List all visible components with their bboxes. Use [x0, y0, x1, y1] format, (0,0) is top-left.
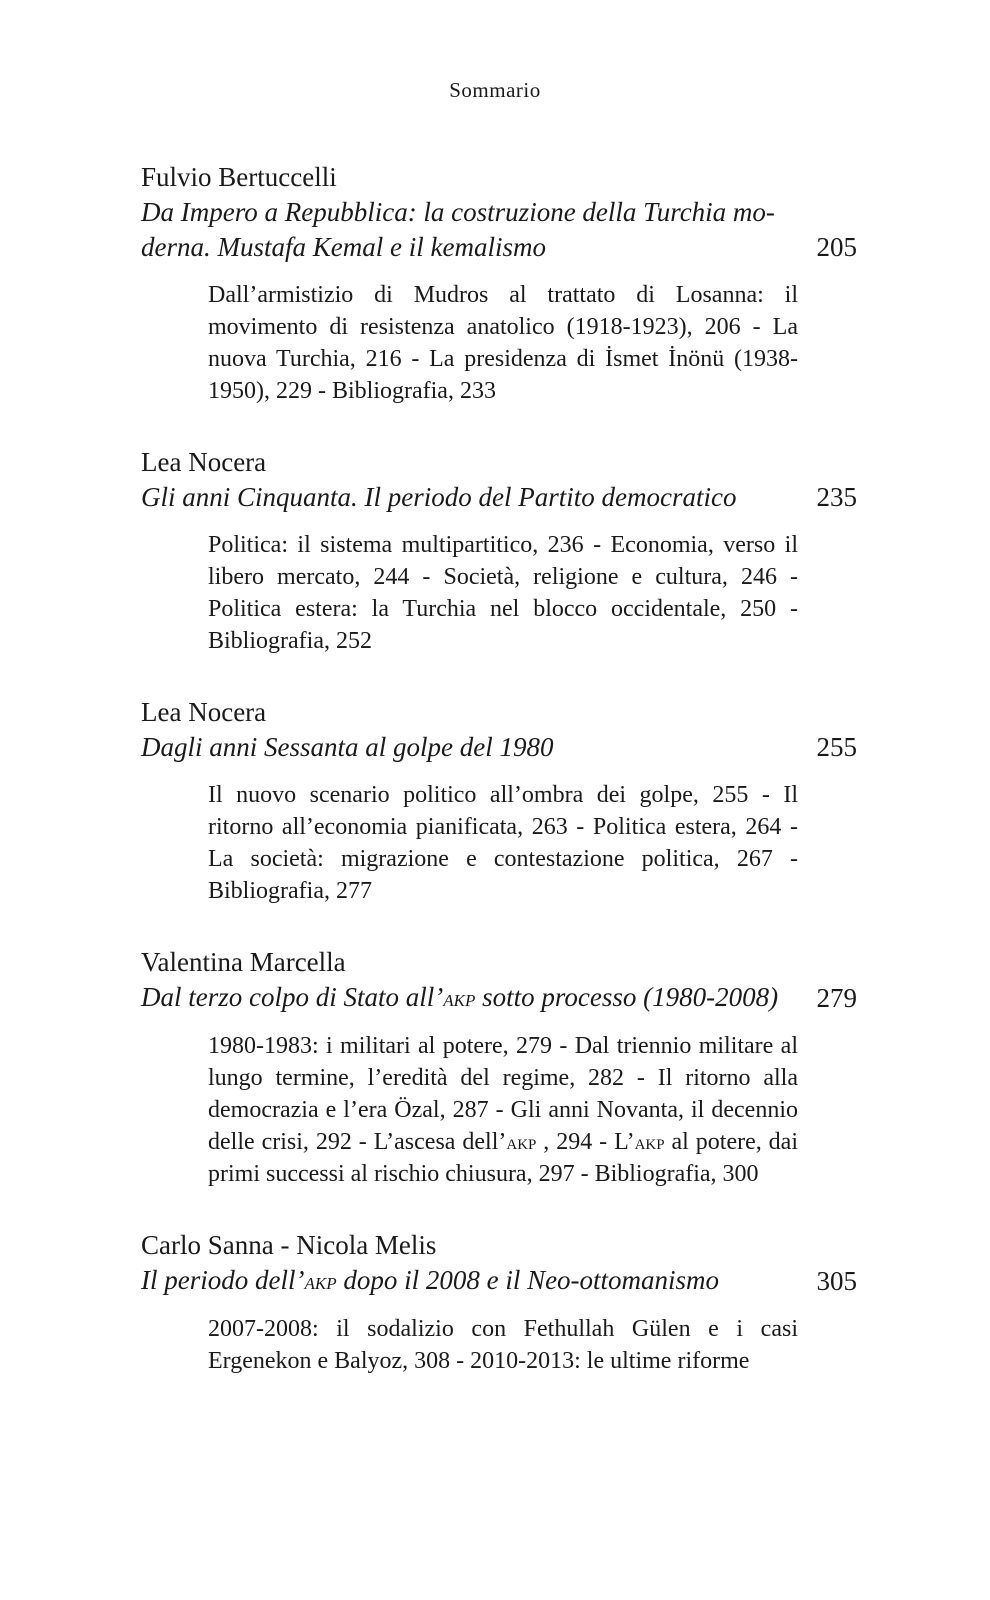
- entry-summary: 2007-2008: il sodalizio con Fethullah Gülen e i casi Ergenekon e Balyoz, 308 - 2010-2013: le ultime riforme: [208, 1316, 798, 1374]
- toc-entry: [141, 945, 857, 1190]
- entry-title: [141, 480, 857, 515]
- entry-page-number: 235: [816, 482, 857, 512]
- entry-title-text: Dal terzo colpo di Stato all’akp sotto processo (1980-2008): [141, 982, 779, 1012]
- table-of-contents: [141, 160, 857, 1415]
- entry-author: Lea Nocera: [141, 697, 267, 727]
- entry-title-continued: [141, 230, 857, 265]
- entry-title-text: Gli anni Cinquanta. Il periodo del Partito democratico: [141, 482, 737, 512]
- entry-title: [141, 730, 857, 765]
- entry-summary: Politica: il sistema multipartitico, 236 - Economia, verso il libero mercato, 244 - Società, religione e cultura, 246 - Politica estera: la Turchia nel blocco occidentale, 250 - Bibliografia, 252: [208, 532, 798, 654]
- entry-title: [141, 1263, 857, 1299]
- entry-title: [141, 980, 857, 1016]
- toc-entry: [141, 445, 857, 657]
- toc-entry: [141, 160, 857, 407]
- entry-page-number: 255: [816, 732, 857, 762]
- entry-author: Valentina Marcella: [141, 947, 346, 977]
- entry-title-line-1: Da Impero a Repubblica: la costruzione della Turchia mo-: [141, 197, 775, 227]
- entry-author: Carlo Sanna - Nicola Melis: [141, 1230, 437, 1260]
- entry-title-line-2: derna. Mustafa Kemal e il kemalismo: [141, 232, 546, 262]
- toc-entry: [141, 695, 857, 907]
- entry-page-number: 205: [816, 232, 857, 262]
- entry-author: Lea Nocera: [141, 447, 267, 477]
- entry-page-number: 279: [816, 983, 857, 1013]
- running-head: Sommario: [449, 78, 541, 102]
- entry-title-text: Il periodo dell’akp dopo il 2008 e il Neo-ottomanismo: [141, 1265, 720, 1295]
- entry-summary: 1980-1983: i militari al potere, 279 - Dal triennio militare al lungo termine, l’eredità del regime, 282 - Il ritorno alla democrazia e l’era Özal, 287 - Gli anni Novanta, il decennio delle crisi, 292 - L’ascesa dell’akp , 294 - L’akp al potere, dai primi successi al rischio chiusura, 297 - Bibliografia, 300: [208, 1033, 798, 1187]
- entry-title: [141, 195, 857, 230]
- toc-entry: [141, 1228, 857, 1377]
- entry-author: Fulvio Bertuccelli: [141, 162, 337, 192]
- entry-title-text: Dagli anni Sessanta al golpe del 1980: [141, 732, 554, 762]
- entry-summary: Il nuovo scenario politico all’ombra dei golpe, 255 - Il ritorno all’economia pianificata, 263 - Politica estera, 264 - La società: migrazione e contestazione politica, 267 - Bibliografia, 277: [208, 782, 798, 904]
- entry-summary: Dall’armistizio di Mudros al trattato di Losanna: il movimento di resistenza anatolico (1918-1923), 206 - La nuova Turchia, 216 - La presidenza di İsmet İnönü (1938-1950), 229 - Bibliografia, 233: [208, 282, 798, 404]
- entry-page-number: 305: [816, 1266, 857, 1296]
